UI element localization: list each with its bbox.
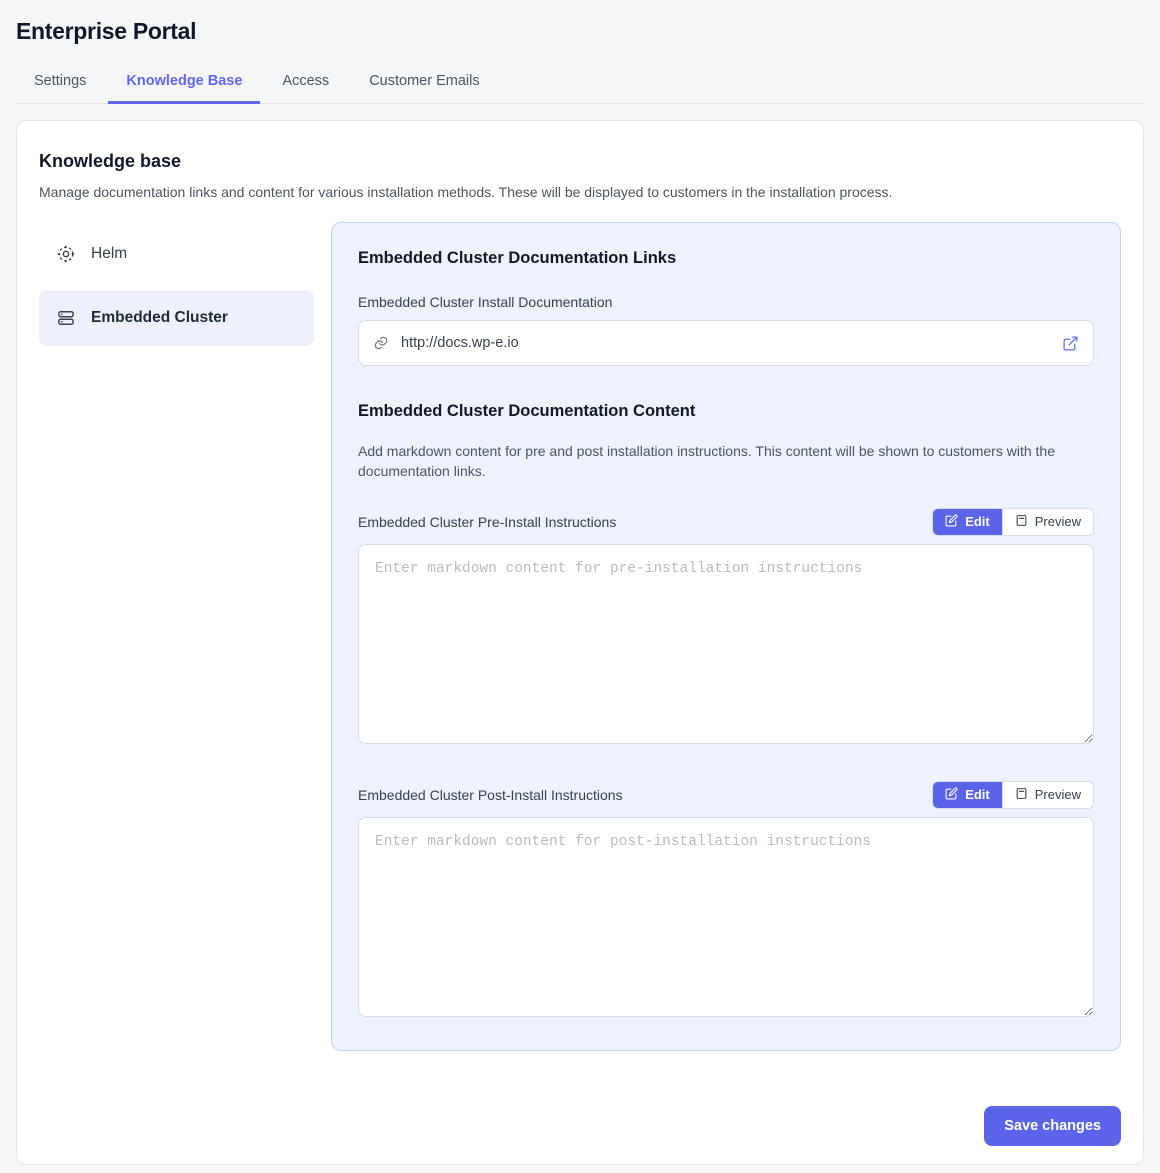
editor-spacer: [358, 749, 1094, 781]
post-install-preview-button[interactable]: [1002, 782, 1093, 808]
documentation-content-description: Add markdown content for pre and post installation instructions. This content will be shown to customers with the documentation links.: [358, 443, 1055, 480]
pre-install-edit-button[interactable]: [933, 509, 1002, 535]
tab-settings[interactable]: Settings: [34, 73, 87, 89]
card-footer: [984, 1106, 1121, 1146]
pre-install-label: Embedded Cluster Pre-Install Instructions: [358, 513, 617, 530]
content-split: [39, 222, 1121, 1051]
helm-wheel-icon: [55, 243, 77, 265]
page-header: [0, 0, 1160, 104]
edit-icon: [945, 787, 958, 803]
pre-install-editor-header: [358, 508, 1094, 536]
install-doc-value: http://docs.wp-e.io: [401, 335, 519, 351]
post-install-edit-label: Edit: [965, 787, 990, 803]
post-install-textarea[interactable]: [358, 817, 1094, 1017]
edit-icon: [945, 514, 958, 530]
post-install-preview-label: Preview: [1034, 787, 1081, 803]
section-title: Knowledge base: [39, 151, 182, 171]
tab-access[interactable]: Access: [282, 73, 330, 89]
pre-install-mode-toggle: [932, 508, 1094, 536]
server-stack-icon: [55, 307, 77, 329]
tab-knowledge-base[interactable]: Knowledge Base: [108, 63, 260, 104]
main-tabs: [16, 63, 1144, 104]
save-changes-button[interactable]: Save changes: [984, 1106, 1121, 1146]
method-sidebar: [39, 222, 314, 346]
documentation-content-heading: Embedded Cluster Documentation Content: [358, 402, 696, 420]
external-link-icon[interactable]: [1062, 335, 1079, 352]
install-doc-field[interactable]: [358, 320, 1094, 366]
card-content: [17, 121, 1143, 1051]
pre-install-textarea[interactable]: [358, 544, 1094, 744]
preview-icon: [1015, 787, 1028, 803]
pre-install-preview-button[interactable]: [1002, 509, 1093, 535]
sidebar-item-embedded-cluster[interactable]: [39, 290, 314, 346]
pre-install-edit-label: Edit: [965, 514, 990, 530]
sidebar-item-helm[interactable]: [39, 226, 314, 282]
tab-customer-emails[interactable]: Customer Emails: [369, 73, 480, 89]
link-icon: [373, 335, 389, 351]
install-doc-label: Embedded Cluster Install Documentation: [358, 294, 613, 310]
pre-install-preview-label: Preview: [1034, 514, 1081, 530]
page-title: Enterprise Portal: [16, 18, 197, 44]
preview-icon: [1015, 514, 1028, 530]
embedded-cluster-panel: [331, 222, 1121, 1051]
post-install-mode-toggle: [932, 781, 1094, 809]
post-install-editor-header: [358, 781, 1094, 809]
section-subtitle: Manage documentation links and content for various installation methods. These will be displayed to customers in the installation process.: [39, 184, 893, 200]
documentation-links-heading: Embedded Cluster Documentation Links: [358, 249, 677, 267]
knowledge-base-card: [16, 120, 1144, 1165]
post-install-label: Embedded Cluster Post-Install Instructions: [358, 786, 623, 803]
sidebar-item-label: Embedded Cluster: [91, 309, 228, 326]
sidebar-item-label: Helm: [91, 245, 128, 262]
post-install-edit-button[interactable]: [933, 782, 1002, 808]
